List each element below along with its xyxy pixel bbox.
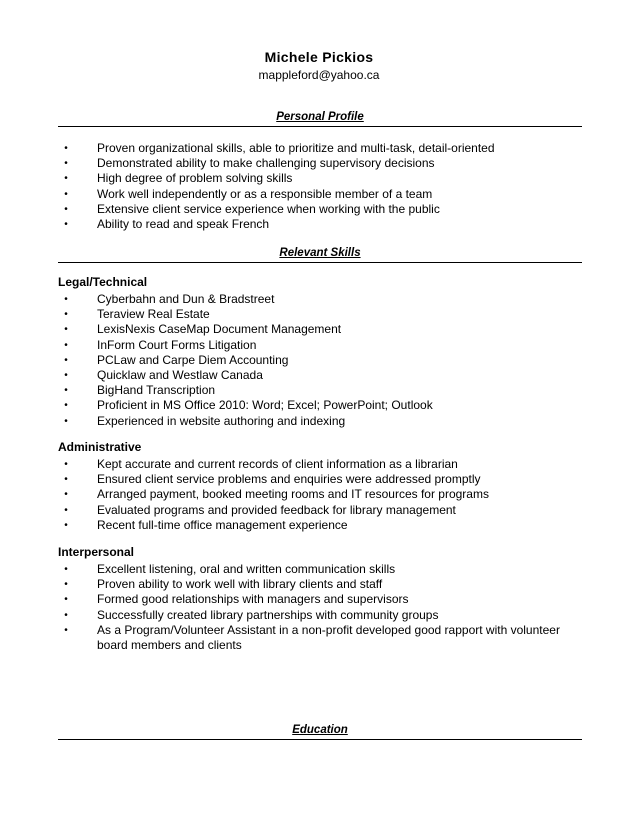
personal-profile-list (58, 141, 582, 232)
list-item (58, 608, 582, 623)
bullet-icon: • (64, 609, 68, 621)
bullet-icon: • (64, 219, 68, 231)
bullet-icon: • (64, 203, 68, 215)
list-item (58, 368, 582, 383)
list-item (58, 202, 582, 217)
bullet-icon: • (64, 158, 68, 170)
bullet-icon: • (64, 370, 68, 382)
bullet-icon: • (64, 354, 68, 366)
list-item-text: Extensive client service experience when working with the public (97, 201, 440, 216)
bullet-icon: • (64, 188, 68, 200)
list-item (58, 353, 582, 368)
list-item-text: As a Program/Volunteer Assistant in a non-profit developed good rapport with volunteer board members and clients (97, 622, 560, 653)
list-item-text: Work well independently or as a responsible member of a team (97, 186, 433, 201)
list-item-text: Evaluated programs and provided feedback for library management (97, 502, 456, 517)
list-item-text: BigHand Transcription (97, 383, 216, 398)
bullet-icon: • (64, 173, 68, 185)
bullet-icon: • (64, 594, 68, 606)
section-rule (58, 126, 582, 127)
list-item (58, 398, 582, 413)
list-item (58, 592, 582, 607)
list-item (58, 292, 582, 307)
subheading-interpersonal: Interpersonal (58, 545, 135, 559)
candidate-email: mappleford@yahoo.ca (258, 68, 380, 82)
list-item-text: InForm Court Forms Litigation (97, 337, 257, 352)
list-item (58, 171, 582, 186)
bullet-icon: • (64, 579, 68, 591)
list-item (58, 414, 582, 429)
list-item-text: Ability to read and speak French (97, 217, 270, 232)
bullet-icon: • (64, 624, 68, 636)
list-item-text: PCLaw and Carpe Diem Accounting (97, 352, 289, 367)
bullet-icon: • (64, 459, 68, 470)
candidate-name: Michele Pickios (264, 49, 374, 65)
bullet-icon: • (64, 474, 68, 486)
list-item (58, 307, 582, 322)
list-item-text: Proficient in MS Office 2010: Word; Excel; PowerPoint; Outlook (97, 398, 433, 413)
list-item (58, 141, 582, 156)
section-heading-personal-profile: Personal Profile (276, 111, 364, 123)
list-item-text: Formed good relationships with managers and supervisors (97, 592, 409, 607)
list-item-text: Demonstrated ability to make challenging supervisory decisions (97, 156, 435, 171)
section-heading-relevant-skills: Relevant Skills (279, 247, 361, 259)
list-item (58, 472, 582, 487)
list-item (58, 217, 582, 232)
bullet-icon: • (64, 339, 68, 351)
bullet-icon: • (64, 504, 68, 516)
bullet-icon: • (64, 324, 68, 336)
subheading-administrative: Administrative (58, 440, 142, 454)
bullet-icon: • (64, 400, 68, 412)
list-item-text: Arranged payment, booked meeting rooms and IT resources for programs (97, 487, 489, 502)
list-item-text: High degree of problem solving skills (97, 171, 293, 186)
list-item (58, 503, 582, 518)
list-item-text: Teraview Real Estate (97, 307, 210, 322)
list-item-text: LexisNexis CaseMap Document Management (97, 322, 342, 337)
list-item-text: Recent full-time office management experience (97, 517, 348, 532)
list-item (58, 322, 582, 337)
subheading-legal-technical: Legal/Technical (58, 275, 148, 289)
list-item-text: Experienced in website authoring and indexing (97, 413, 346, 428)
list-item (58, 187, 582, 202)
list-item-text: Proven ability to work well with library clients and staff (97, 577, 383, 592)
list-item (58, 338, 582, 353)
list-item (58, 623, 567, 653)
list-item (58, 383, 582, 398)
list-item-text: Kept accurate and current records of client information as a librarian (97, 457, 458, 471)
list-item-text: Proven organizational skills, able to prioritize and multi-task, detail-oriented (97, 141, 495, 155)
section-rule (58, 739, 582, 740)
bullet-icon: • (64, 385, 68, 397)
bullet-icon: • (64, 489, 68, 501)
section-heading-education: Education (292, 724, 348, 736)
list-item-text: Ensured client service problems and enquiries were addressed promptly (97, 472, 481, 487)
bullet-icon: • (64, 309, 68, 321)
bullet-icon: • (64, 564, 68, 575)
list-item-text: Quicklaw and Westlaw Canada (97, 368, 263, 383)
list-item (58, 156, 582, 171)
list-item (58, 577, 582, 592)
list-item (58, 562, 582, 577)
interpersonal-list (58, 562, 582, 653)
administrative-list (58, 457, 582, 533)
list-item-text: Cyberbahn and Dun & Bradstreet (97, 292, 275, 306)
legal-technical-list (58, 292, 582, 429)
bullet-icon: • (64, 143, 68, 154)
list-item (58, 518, 582, 533)
bullet-icon: • (64, 415, 68, 427)
list-item (58, 457, 582, 472)
bullet-icon: • (64, 519, 68, 531)
bullet-icon: • (64, 294, 68, 305)
list-item-text: Excellent listening, oral and written communication skills (97, 562, 396, 576)
list-item (58, 487, 582, 502)
list-item-text: Successfully created library partnerships with community groups (97, 607, 439, 622)
section-rule (58, 262, 582, 263)
